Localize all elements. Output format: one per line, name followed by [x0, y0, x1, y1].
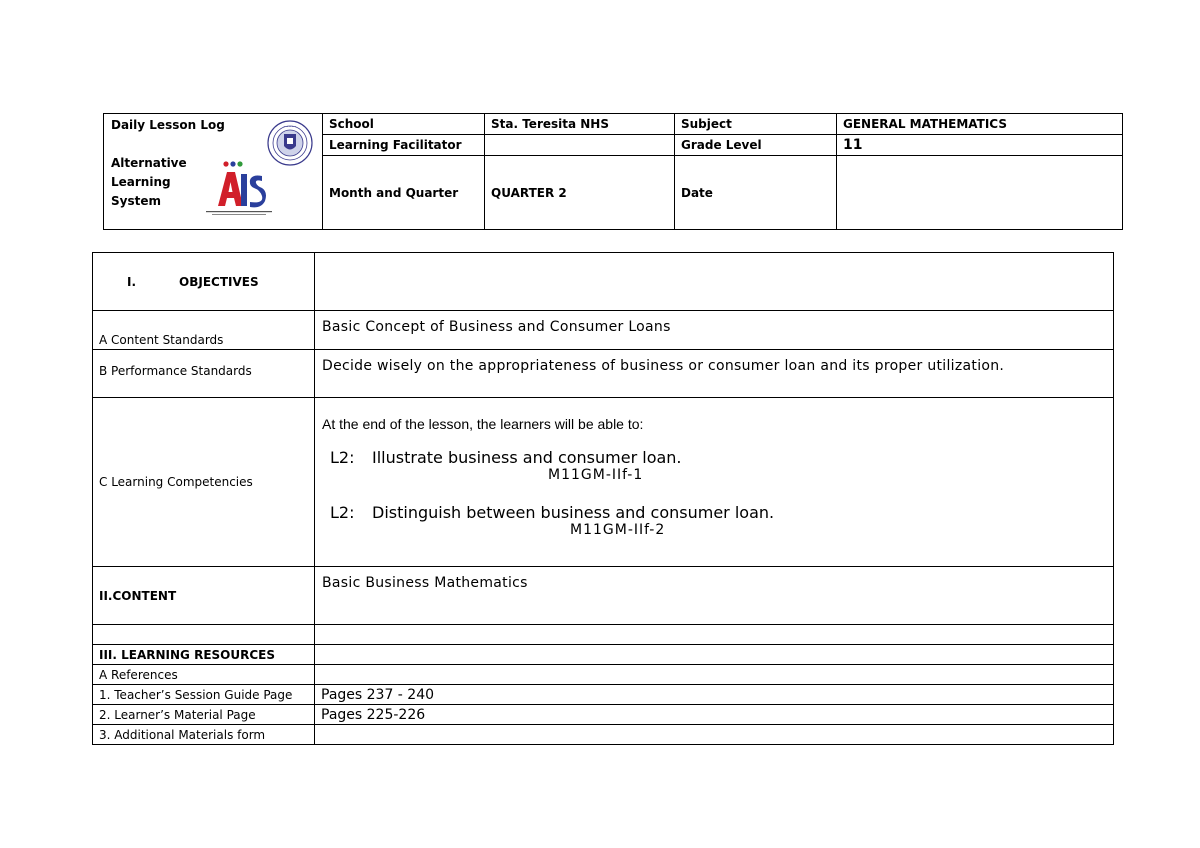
blank-row-value: [315, 625, 1114, 645]
competency-text: Illustrate business and consumer loan.: [372, 448, 682, 467]
tsg-value: Pages 237 - 240: [315, 685, 1114, 705]
competencies-intro: At the end of the lesson, the learners will be able to:: [322, 416, 644, 432]
grade-value: 11: [837, 135, 1123, 156]
competencies-cell: [315, 398, 1114, 567]
competency-text: Distinguish between business and consumer loan.: [372, 503, 775, 522]
date-label: Date: [675, 156, 837, 230]
month-label: Month and Quarter: [323, 156, 485, 230]
date-value: [837, 156, 1123, 230]
objectives-number: I.: [127, 274, 137, 289]
resources-heading: III. LEARNING RESOURCES: [93, 645, 315, 665]
tsg-label: 1. Teacher’s Session Guide Page: [93, 685, 315, 705]
performance-standards-value: Decide wisely on the appropriateness of business or consumer loan and its proper utilization.: [315, 350, 1114, 398]
competency-line: [322, 448, 1113, 467]
grade-label: Grade Level: [675, 135, 837, 156]
lesson-table: [92, 252, 1114, 745]
facilitator-value: [485, 135, 675, 156]
school-label: School: [323, 114, 485, 135]
content-value: Basic Business Mathematics: [315, 567, 1114, 625]
additional-materials-label: 3. Additional Materials form: [93, 725, 315, 745]
content-standards-value: Basic Concept of Business and Consumer Loans: [315, 311, 1114, 350]
additional-materials-value: [315, 725, 1114, 745]
competency-code: M11GM-IIf-2: [570, 522, 666, 538]
competencies-label: C Learning Competencies: [93, 398, 315, 567]
content-label: II.CONTENT: [93, 567, 315, 625]
references-label: A References: [93, 665, 315, 685]
competency-line: [322, 503, 1113, 522]
svg-text:· · · · ·: · · · · ·: [283, 124, 297, 129]
header-table: [103, 113, 1123, 230]
month-value: QUARTER 2: [485, 156, 675, 230]
logo-cell: [104, 114, 323, 230]
content-standards-label: A Content Standards: [93, 311, 315, 350]
objectives-heading: [93, 253, 315, 311]
resources-heading-value: [315, 645, 1114, 665]
performance-standards-label: B Performance Standards: [93, 350, 315, 398]
lm-value: Pages 225-226: [315, 705, 1114, 725]
als-label: Alternative Learning System: [111, 156, 187, 208]
subject-value: GENERAL MATHEMATICS: [837, 114, 1123, 135]
als-logo-icon: [206, 158, 272, 218]
blank-row-label: [93, 625, 315, 645]
objectives-value: [315, 253, 1114, 311]
daily-lesson-log-title: Daily Lesson Log: [111, 118, 225, 132]
competency-code: M11GM-IIf-1: [548, 467, 644, 483]
references-value: [315, 665, 1114, 685]
competency-level: L2:: [330, 448, 355, 467]
lm-label: 2. Learner’s Material Page: [93, 705, 315, 725]
subject-label: Subject: [675, 114, 837, 135]
objectives-title: OBJECTIVES: [179, 274, 259, 289]
facilitator-label: Learning Facilitator: [323, 135, 485, 156]
deped-seal-icon: [267, 120, 313, 166]
competency-level: L2:: [330, 503, 355, 522]
school-value: Sta. Teresita NHS: [485, 114, 675, 135]
